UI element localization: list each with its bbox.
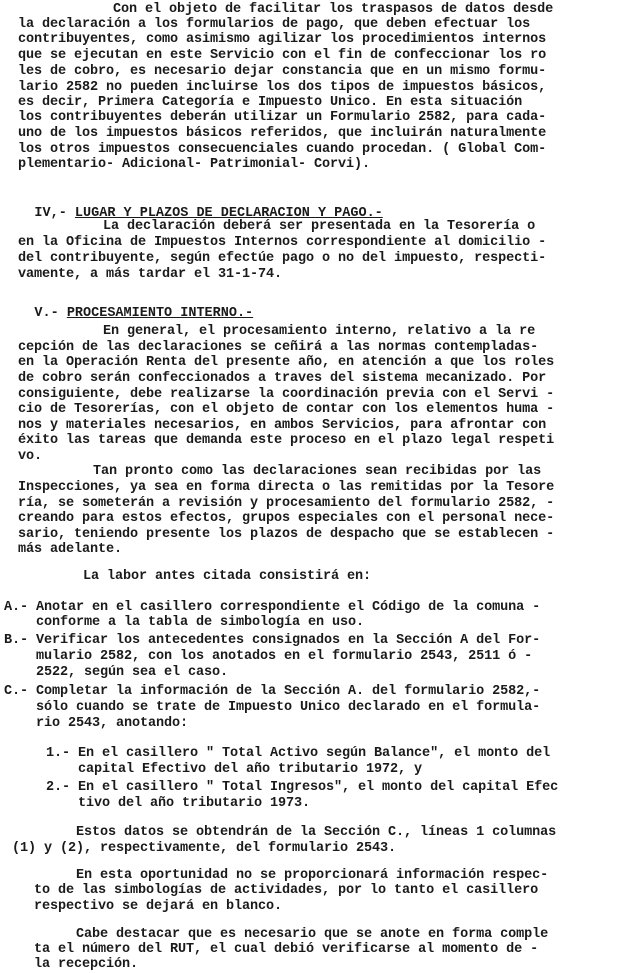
text-line: A.- Anotar en el casillero correspondiente el Código de la comuna - — [4, 600, 541, 615]
text-line: En esta oportunidad no se proporcionará información respec- — [76, 868, 549, 883]
text-line: to de las simbologías de actividades, por lo tanto el casillero — [34, 883, 539, 898]
text-line: 2.- En el casillero " Total Ingresos", el monto del capital Efec — [46, 780, 559, 795]
text-line: B.- Verificar los antecedentes consignados en la Sección A del For- — [4, 633, 541, 648]
text-line: capital Efectivo del año tributario 1972, y — [46, 762, 423, 777]
section-number: V.- — [34, 306, 59, 321]
text-line: los otros impuestos consecuenciales cuando procedan. ( Global Com- — [18, 142, 547, 157]
text-line: 2522, según sea el caso. — [4, 665, 229, 680]
text-line: Cabe destacar que es necesario que se anote en forma comple — [76, 927, 549, 942]
text-line: sario, teniendo presente los plazos de despacho que se establecen - — [18, 527, 555, 542]
text-line: cepción de las declaraciones se ceñirá a las normas contempladas- — [18, 340, 539, 355]
labor-intro-line: La labor antes citada consistirá en: — [83, 569, 372, 584]
text-line: los contribuyentes deberán utilizar un Formulario 2582, para cada- — [18, 110, 547, 125]
text-line: lario 2582 no pueden incluirse los dos tipos de impuestos básicos, — [18, 80, 547, 95]
text-line: éxito las tareas que demanda este proceso en el plazo legal respeti — [18, 433, 555, 448]
text-line: uno de los impuestos básicos referidos, que incluirán naturalmente — [18, 126, 547, 141]
text-line: Inspecciones, ya sea en forma directa o las remitidas por la Tesore — [18, 480, 555, 495]
text-line: en la Operación Renta del presente año, en atención a que los roles — [18, 355, 555, 370]
text-line: vo. — [18, 449, 43, 464]
text-line: del contribuyente, según efectúe pago o no del impuesto, respecti- — [18, 251, 547, 266]
text-line: cio de Tesorerías, con el objeto de contar con los elementos huma - — [18, 402, 555, 417]
text-line: tivo del año tributario 1973. — [46, 796, 311, 811]
text-line: rio 2543, anotando: — [4, 716, 189, 731]
text-line: en la Oficina de Impuestos Internos correspondiente al domicilio - — [18, 235, 547, 250]
text-line: La declaración deberá ser presentada en la Tesorería o — [103, 219, 536, 234]
section-title: LUGAR Y PLAZOS DE DECLARACION Y PAGO.- — [74, 206, 383, 221]
text-line: ta el número del RUT, el cual debió verificarse al momento de - — [34, 942, 539, 957]
text-line: mulario 2582, con los anotados en el formulario 2543, 2511 ó - — [4, 649, 533, 664]
text-line: consiguiente, debe realizarse la coordinación previa con el Servi - — [18, 387, 555, 402]
text-line: nos y materiales necesarios, en ambos Servicios, para afrontar con — [18, 418, 547, 433]
text-line: respectivo se dejará en blanco. — [34, 899, 283, 914]
text-line: creando para estos efectos, grupos especiales con el personal nece- — [18, 511, 555, 526]
text-line: vamente, a más tardar el 31-1-74. — [18, 267, 283, 282]
text-line: es decir, Primera Categoría e Impuesto Unico. En esta situación — [18, 95, 523, 110]
section-title: PROCESAMIENTO INTERNO.- — [66, 306, 254, 321]
text-line: En general, el procesamiento interno, relativo a la re — [103, 324, 536, 339]
text-line: la declaración a los formularios de pago, que deben efectuar los — [18, 17, 531, 32]
text-line: (1) y (2), respectivamente, del formulario 2543. — [12, 841, 397, 856]
text-line: Estos datos se obtendrán de la Sección C., líneas 1 columnas — [76, 825, 557, 840]
text-line: más adelante. — [18, 542, 123, 557]
text-line: 1.- En el casillero " Total Activo según Balance", el monto del — [46, 746, 551, 761]
text-line: que se ejecutan en este Servicio con el fin de confeccionar los ro — [18, 48, 547, 63]
text-line: la recepción. — [34, 957, 139, 972]
section-number: IV,- — [34, 206, 67, 221]
text-line: sólo cuando se trate de Impuesto Unico declarado en el formula- — [4, 700, 541, 715]
text-line: conforme a la tabla de simbología en uso. — [4, 615, 365, 630]
text-line: les de cobro, es necesario dejar constancia que en un mismo formu- — [18, 64, 547, 79]
text-line: de cobro serán confeccionados a traves del sistema mecanizado. Por — [18, 371, 547, 386]
text-line: plementario- Adicional- Patrimonial- Corvi). — [18, 157, 371, 172]
text-line: Con el objeto de facilitar los traspasos de datos desde — [113, 2, 554, 17]
text-line: contribuyentes, como asimismo agilizar los procedimientos internos — [18, 32, 547, 47]
text-line: C.- Completar la información de la Sección A. del formulario 2582,- — [4, 684, 541, 699]
text-line: ría, se someterán a revisión y procesamiento del formulario 2582, - — [18, 496, 555, 511]
text-line: Tan pronto como las declaraciones sean recibidas por las — [93, 464, 542, 479]
